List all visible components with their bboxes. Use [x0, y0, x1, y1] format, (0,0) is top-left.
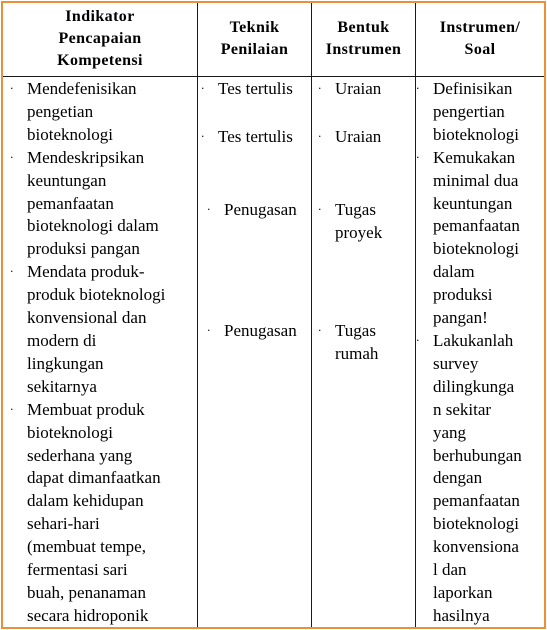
soal-column: [416, 78, 544, 628]
assessment-table: [1, 1, 546, 629]
header-teknik: Teknik Penilaian: [220, 19, 289, 58]
header-bentuk: Bentuk Instrumen: [325, 19, 402, 58]
teknik-item: · Penugasan: [207, 321, 297, 340]
indikator-item: · Membuat produk bioteknologi sederhana yang dapat dimanfaatkan dalam kehidupan sehari-hari (membuat tempe, fermentasi sari buah, penanaman secara hidroponik: [10, 399, 161, 625]
teknik-item: · Tes tertulis: [201, 127, 293, 146]
teknik-column: [198, 78, 311, 626]
bentuk-item: · Uraian: [318, 127, 382, 146]
bentuk-item: · Tugas rumah: [318, 321, 379, 363]
indikator-item: · Mendata produk- produk bioteknologi konvensional dan modern di lingkungan sekitarnya: [10, 262, 166, 396]
soal-item: · Kemukakan minimal dua keuntungan pemanfaatan bioteknologi dalam produksi pangan!: [416, 147, 520, 328]
indikator-item: · Mendeskripsikan keuntungan pemanfaatan bioteknologi dalam produksi pangan: [10, 147, 159, 259]
bentuk-item: · Tugas proyek: [318, 200, 383, 242]
header-indikator: Indikator Pencapaian Kompetensi: [57, 8, 143, 69]
soal-item: · Definisikan pengertian bioteknologi: [416, 79, 519, 144]
header-soal: Instrumen/ Soal: [439, 19, 521, 58]
indikator-column: [10, 78, 197, 628]
teknik-item: · Tes tertulis: [201, 79, 293, 98]
indikator-item: · Mendefenisikan pengetian bioteknologi: [10, 79, 137, 144]
bentuk-column: [312, 78, 415, 626]
bentuk-item: · Uraian: [318, 79, 382, 98]
header-divider: [3, 76, 544, 77]
teknik-item: · Penugasan: [207, 200, 297, 219]
soal-item: · Lakukanlah survey dilingkunga n sekitar yang berhubungan dengan pemanfaatan bioteknologi konvensiona l dan laporkan hasilnya: [416, 330, 522, 625]
